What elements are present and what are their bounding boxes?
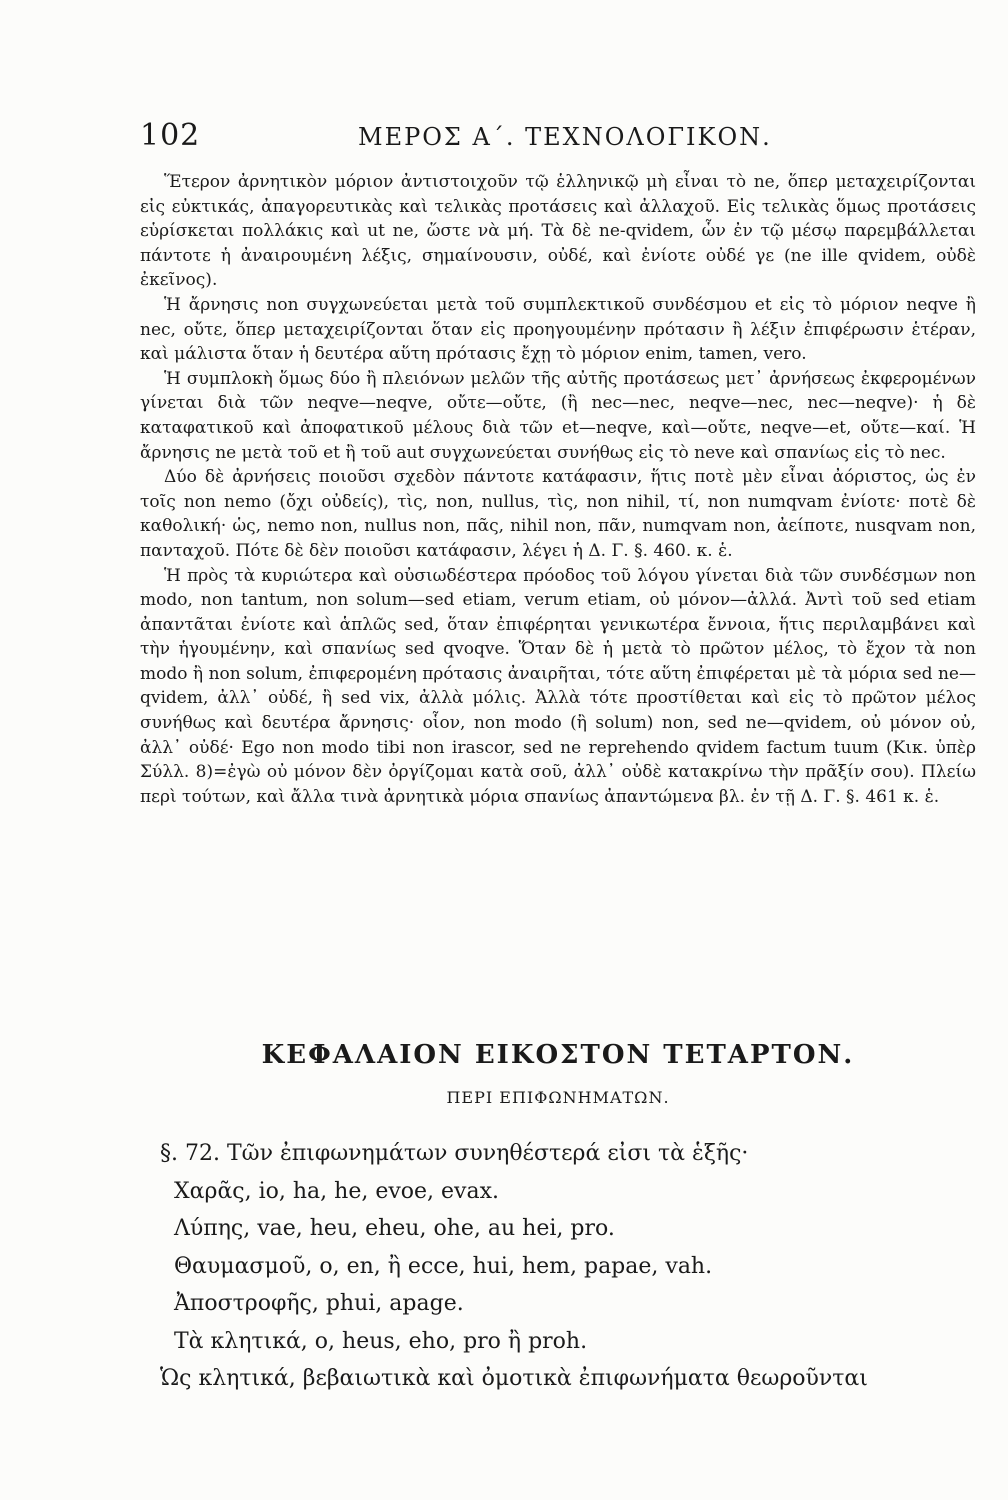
section-last-line: Ὡς κλητικά, βεβαιωτικὰ καὶ ὀμοτικὰ ἐπιφωνήματα θεωροῦνται (160, 1366, 868, 1391)
interjection-line: Τὰ κλητικά, o, heus, eho, pro ἢ proh. (174, 1328, 588, 1354)
paragraph: Ἡ ἄρνησις non συγχωνεύεται μετὰ τοῦ συμπλεκτικοῦ συνδέσμου et εἰς τὸ μόριον neqve ἢ nec, οὔτε, ὅπερ μεταχειρίζονται ὅταν εἰς προηγουμένην πρότασιν ἢ λέξιν ἐπιφέρωσιν ἑτέραν, καὶ μάλιστα ὅταν ἡ δευτέρα αὕτη πρότασις ἔχῃ τὸ μόριον enim, tamen, vero. (140, 294, 976, 365)
paragraph: Ἡ συμπλοκὴ ὅμως δύο ἢ πλειόνων μελῶν τῆς αὐτῆς προτάσεως μετ᾽ ἀρνήσεως ἐκφερομένων γίνεται διὰ τῶν neqve—neqve, οὔτε—οὔτε, (ἢ nec—nec, neqve—nec, nec—neqve)· ἡ δὲ καταφατικοῦ καὶ ἀποφατικοῦ μέλους διὰ τῶν et—neqve, καὶ—οὔτε, neqve—et, οὔτε—καί. Ἡ ἄρνησις ne μετὰ τοῦ et ἢ τοῦ aut συγχωνεύεται συνήθως εἰς τὸ neve καὶ σπανίως εἰς τὸ nec. (140, 368, 976, 463)
paragraph: Δύο δὲ ἀρνήσεις ποιοῦσι σχεδὸν πάντοτε κατάφασιν, ἥτις ποτὲ μὲν εἶναι ἀόριστος, ὡς ἐν τοῖς non nemo (ὄχι οὐδείς), τὶς, non, nullus, τὶς, non nihil, τί, non numqvam ἐνίοτε· ποτὲ δὲ καθολική· ὡς, nemo non, nullus non, πᾶς, nihil non, πᾶν, numqvam non, ἀείποτε, nusqvam non, πανταχοῦ. Πότε δὲ δὲν ποιοῦσι κατάφασιν, λέγει ἡ Δ. Γ. §. 460. κ. ἑ. (140, 467, 976, 561)
section-72 (160, 1135, 990, 1398)
chapter-subtitle: ΠΕΡΙ ΕΠΙΦΩΝΗΜΑΤΩΝ. (446, 1088, 670, 1107)
body-text (140, 170, 976, 809)
paragraph: Ἡ πρὸς τὰ κυριώτερα καὶ οὐσιωδέστερα πρόοδος τοῦ λόγου γίνεται διὰ τῶν συνδέσμων non modo, non tantum, non solum—sed etiam, verum etiam, οὐ μόνον—ἀλλά. Ἀντὶ τοῦ sed etiam ἀπαντᾶται ἐνίοτε καὶ ἁπλῶς sed, ὅταν ἐπιφέρηται γενικωτέρα ἔννοια, ἥτις περιλαμβάνει καὶ τὴν ἡγουμένην, καὶ σπανίως sed qvoqve. Ὅταν δὲ ἡ μετὰ τὸ πρῶτον μέλος, τὸ ἔχον τὰ non modo ἢ non solum, ἐπιφερομένη πρότασις ἀναιρῆται, τότε αὕτη ἐπιφέρεται μὲ τὰ μόρια sed ne—qvidem, ἀλλ᾽ οὐδέ, ἢ sed vix, ἀλλὰ μόλις. Ἀλλὰ τότε προστίθεται καὶ εἰς τὸ πρῶτον μέλος συνήθως καὶ δευτέρα ἄρνησις· οἷον, non modo (ἢ solum) non, sed ne—qvidem, οὐ μόνον οὐ, ἀλλ᾽ οὐδέ· Ego non modo tibi non irascor, sed ne reprehendo qvidem factum tuum (Κικ. ὑπὲρ Σύλλ. 8)=ἐγὼ οὐ μόνον δὲν ὀργίζομαι κατὰ σοῦ, ἀλλ᾽ οὐδὲ κατακρίνω τὴν πρᾶξίν σου). Πλείω περὶ τούτων, καὶ ἄλλα τινὰ ἀρνητικὰ μόρια σπανίως ἀπαντώμενα βλ. ἐν τῇ Δ. Γ. §. 461 κ. ἑ. (140, 565, 976, 807)
interjection-line: Ἀποστροφῆς, phui, apage. (174, 1291, 464, 1316)
section-intro: §. 72. Τῶν ἐπιφωνημάτων συνηθέστερά εἰσι τὰ ἑξῆς· (160, 1141, 749, 1166)
page-number: 102 (140, 118, 201, 153)
interjection-line: Λύπης, vae, heu, eheu, ohe, au hei, pro. (174, 1216, 615, 1241)
running-title: ΜΕΡΟΣ Α΄. ΤΕΧΝΟΛΟΓΙΚΟΝ. (358, 123, 772, 151)
running-header (140, 118, 980, 158)
interjection-line: Θαυμασμοῦ, o, en, ἢ ecce, hui, hem, papae, vah. (174, 1253, 713, 1279)
paragraph: Ἕτερον ἀρνητικὸν μόριον ἀντιστοιχοῦν τῷ ἑλληνικῷ μὴ εἶναι τὸ ne, ὅπερ μεταχειρίζονται εἰς εὐκτικάς, ἀπαγορευτικὰς καὶ τελικὰς προτάσεις καὶ ἀλλαχοῦ. Εἰς τελικὰς ὅμως προτάσεις εὑρίσκεται πολλάκις καὶ ut ne, ὥστε νὰ μή. Τὰ δὲ ne-qvidem, ὧν ἐν τῷ μέσῳ παρεμβάλλεται πάντοτε ἡ ἀναιρουμένη λέξις, σημαίνουσιν, οὐδέ, καὶ ἐνίοτε οὐδέ γε (ne ille qvidem, οὐδὲ ἐκεῖνος). (140, 172, 976, 291)
chapter-title: ΚΕΦΑΛΑΙΟΝ ΕΙΚΟΣΤΟΝ ΤΕΤΑΡΤΟΝ. (261, 1040, 855, 1070)
interjection-line: Χαρᾶς, io, ha, he, evoe, evax. (174, 1178, 499, 1204)
